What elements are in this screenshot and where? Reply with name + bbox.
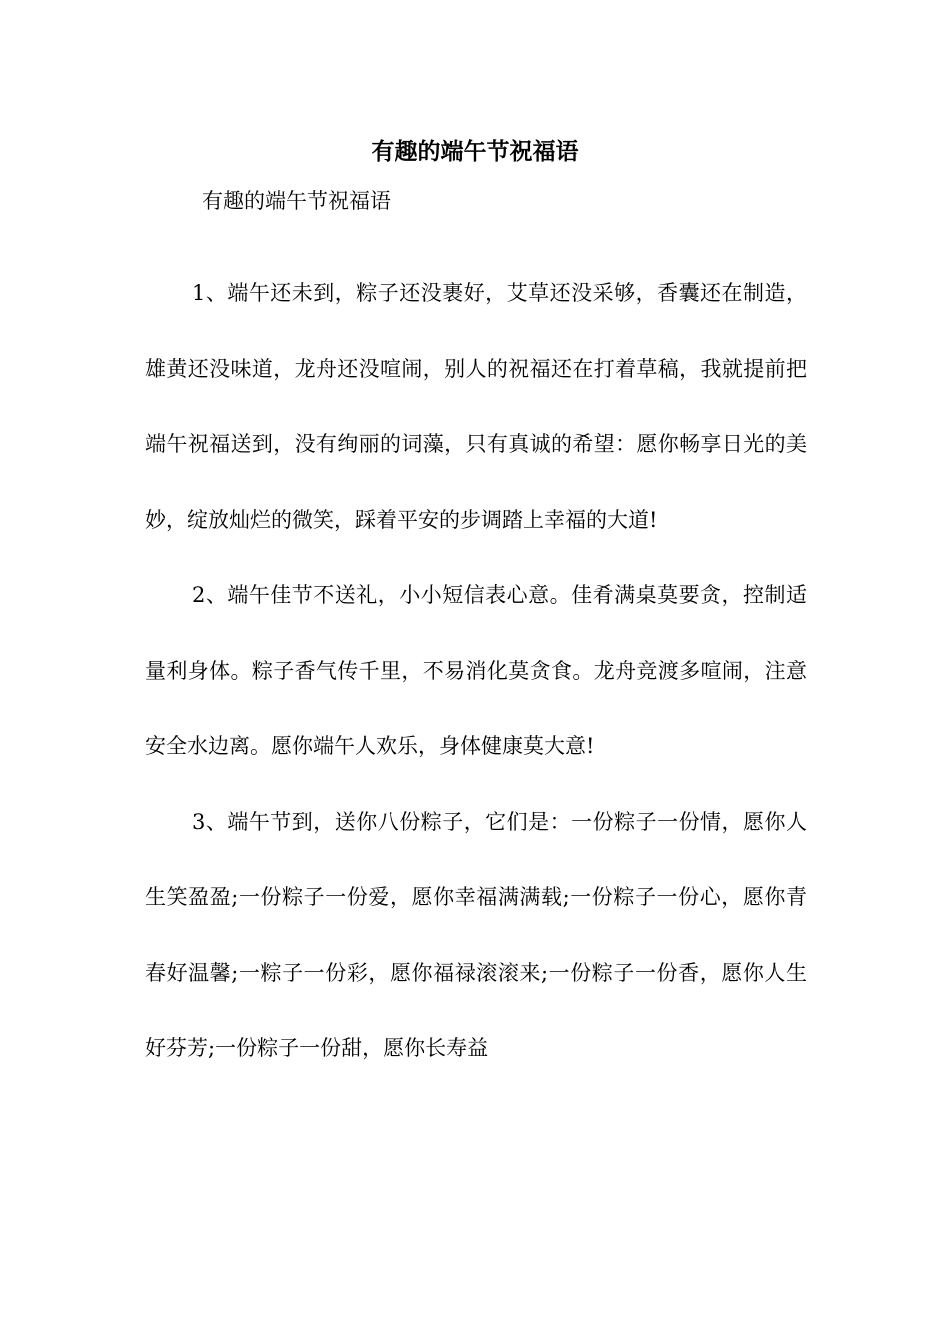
paragraph-1: 1、端午还未到，粽子还没裹好，艾草还没采够，香囊还在制造，雄黄还没味道，龙舟还没喧闹，别人的祝福还在打着草稿，我就提前把端午祝福送到，没有绚丽的词藻，只有真诚的希望：愿你畅享日光的美妙，绽放灿烂的微笑，踩着平安的步调踏上幸福的大道! [145,281,807,532]
paragraph-3: 3、端午节到，送你八份粽子，它们是：一份粽子一份情，愿你人生笑盈盈;一份粽子一份爱，愿你幸福满满载;一份粽子一份心，愿你青春好温馨;一粽子一份彩，愿你福禄滚滚来;一份粽子一份香，愿你人生好芬芳;一份粽子一份甜，愿你长寿益 [145,809,807,1060]
paragraph-2: 2、端午佳节不送礼，小小短信表心意。佳肴满桌莫要贪，控制适量利身体。粽子香气传千里，不易消化莫贪食。龙舟竞渡多喧闹，注意安全水边离。愿你端午人欢乐，身体健康莫大意! [145,583,807,758]
document-title: 有趣的端午节祝福语 [371,138,579,165]
document-body [145,256,807,1087]
document-subtitle: 有趣的端午节祝福语 [202,189,391,213]
